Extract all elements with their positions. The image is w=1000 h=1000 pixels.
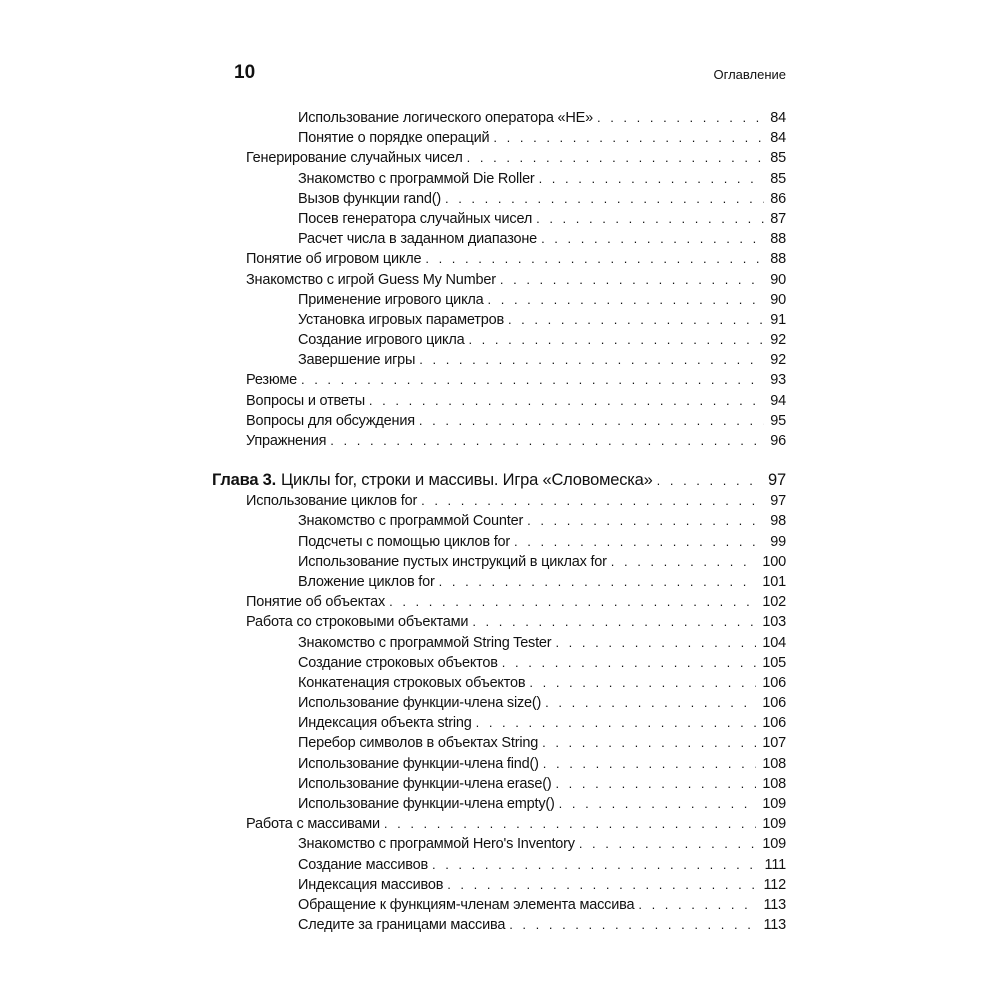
leader-dots	[447, 875, 757, 895]
toc-entry	[212, 733, 786, 753]
toc-entry-page: 113	[763, 917, 786, 934]
toc-entry	[212, 411, 786, 431]
toc-entry-page: 106	[762, 674, 786, 691]
toc-entry-page: 109	[762, 816, 786, 833]
toc-entry	[212, 108, 786, 128]
toc-entry-page: 85	[770, 150, 786, 167]
toc-entry-title: Расчет числа в заданном диапазоне	[298, 231, 538, 248]
toc-entry-page: 85	[770, 170, 786, 187]
leader-dots	[500, 270, 764, 290]
leader-dots	[369, 391, 764, 411]
toc-entry-title: Понятие об объектах	[246, 594, 386, 611]
toc-entry	[212, 431, 786, 451]
toc-entry	[212, 249, 786, 269]
toc-entry-title: Применение игрового цикла	[298, 291, 484, 308]
leader-dots	[514, 532, 764, 552]
leader-dots	[579, 834, 757, 854]
toc-entry-page: 96	[770, 433, 786, 449]
toc-entry-title: Знакомство с программой Die Roller	[298, 170, 535, 187]
running-head: Оглавление	[713, 67, 786, 82]
toc-entry-title: Вызов функции rand()	[298, 190, 441, 207]
toc-entry	[212, 310, 786, 330]
leader-dots	[432, 855, 759, 875]
toc-entry-page: 107	[762, 735, 786, 752]
leader-dots	[301, 370, 764, 390]
leader-dots	[555, 633, 756, 653]
toc-entry	[212, 633, 786, 653]
toc-entry	[212, 895, 786, 915]
toc-entry	[212, 491, 786, 511]
chapter-page: 97	[768, 471, 786, 490]
toc-entry-page: 90	[770, 271, 786, 288]
leader-dots	[488, 290, 765, 310]
toc-entry-page: 113	[763, 896, 786, 913]
toc-entry-title: Работа со строковыми объектами	[246, 614, 469, 631]
toc-entry	[212, 794, 786, 814]
leader-dots	[419, 350, 764, 370]
toc-entry	[212, 209, 786, 229]
toc-entry-title: Конкатенация строковых объектов	[298, 674, 526, 691]
toc-entry	[212, 552, 786, 572]
toc-entry	[212, 148, 786, 168]
chapter-heading	[212, 469, 786, 491]
leader-dots	[502, 653, 757, 673]
toc-entry-title: Вопросы и ответы	[246, 392, 365, 409]
toc-entry-title: Индексация объекта string	[298, 715, 472, 732]
toc-entry-title: Перебор символов в объектах String	[298, 735, 539, 752]
toc-entry	[212, 229, 786, 249]
toc-entry-title: Следите за границами массива	[298, 917, 506, 934]
toc-entry-page: 101	[762, 573, 786, 590]
toc-entry-page: 95	[770, 412, 786, 429]
page-number: 10	[234, 62, 256, 83]
leader-dots	[439, 572, 757, 592]
leader-dots	[468, 330, 764, 350]
toc-entry-title: Использование функции-члена erase()	[298, 775, 552, 792]
toc-entry	[212, 855, 786, 875]
toc-entry-title: Создание игрового цикла	[298, 332, 465, 349]
toc-entry	[212, 673, 786, 693]
toc-entry	[212, 915, 786, 935]
leader-dots	[493, 128, 764, 148]
toc-entry-page: 97	[770, 493, 786, 510]
toc-entry-title: Создание строковых объектов	[298, 654, 498, 671]
leader-dots	[421, 491, 764, 511]
leader-dots	[555, 774, 756, 794]
leader-dots	[527, 511, 764, 531]
toc-entry-page: 92	[770, 332, 786, 349]
toc-entry	[212, 128, 786, 148]
toc-entry	[212, 290, 786, 310]
leader-dots	[597, 108, 764, 128]
chapter-spacer	[212, 451, 786, 469]
leader-dots	[508, 310, 764, 330]
toc-entry-title: Использование функции-члена empty()	[298, 796, 555, 812]
chapter-number: Глава 3.	[212, 471, 277, 490]
toc-entry-title: Использование логического оператора «НЕ»	[298, 110, 593, 126]
toc-entry-title: Знакомство с программой Counter	[298, 513, 524, 530]
leader-dots	[467, 148, 765, 168]
toc-entry-title: Использование функции-члена find()	[298, 755, 539, 772]
leader-dots	[445, 189, 764, 209]
toc-entry	[212, 774, 786, 794]
toc-entry	[212, 270, 786, 290]
toc-entry-page: 112	[763, 876, 786, 893]
toc-entry-page: 100	[762, 553, 786, 570]
leader-dots	[476, 713, 757, 733]
toc-entry-page: 99	[770, 533, 786, 550]
toc-entry-page: 103	[762, 614, 786, 631]
toc-entry	[212, 875, 786, 895]
toc-entry-title: Подсчеты с помощью циклов for	[298, 533, 511, 550]
toc-entry	[212, 693, 786, 713]
toc-entry	[212, 511, 786, 531]
leader-dots	[611, 552, 757, 572]
leader-dots	[542, 733, 756, 753]
toc-entry-page: 109	[762, 796, 786, 812]
toc-entry-title: Знакомство с программой String Tester	[298, 634, 552, 651]
toc-entry-page: 111	[764, 856, 786, 873]
toc-entry	[212, 612, 786, 632]
leader-dots	[330, 431, 764, 451]
toc-entry-page: 105	[762, 654, 786, 671]
toc-entry	[212, 350, 786, 370]
toc-entry-title: Знакомство с программой Hero's Inventory	[298, 836, 575, 853]
chapter-title: Циклы for, строки и массивы. Игра «Словомеска»	[281, 471, 653, 490]
toc-entry	[212, 330, 786, 350]
toc-entry-title: Использование циклов for	[246, 493, 418, 510]
toc-entry-page: 90	[770, 291, 786, 308]
toc-entry-title: Установка игровых параметров	[298, 311, 504, 328]
toc-entry-page: 84	[770, 130, 786, 147]
toc-entry-title: Понятие об игровом цикле	[246, 251, 422, 268]
toc-entry-page: 92	[770, 352, 786, 369]
toc-entry-page: 87	[770, 210, 786, 227]
toc-entry-title: Понятие о порядке операций	[298, 130, 490, 147]
toc-section-before	[212, 108, 786, 451]
toc-entry-page: 108	[762, 755, 786, 772]
toc-entry-page: 86	[770, 190, 786, 207]
toc-entry	[212, 754, 786, 774]
toc-entry-title: Индексация массивов	[298, 876, 444, 893]
toc-entry	[212, 532, 786, 552]
toc-entry-page: 91	[770, 311, 786, 328]
leader-dots	[509, 915, 757, 935]
toc-entry-page: 109	[762, 836, 786, 853]
leader-dots	[384, 814, 757, 834]
toc-entry-page: 88	[770, 251, 786, 268]
toc-entry-page: 93	[770, 372, 786, 389]
toc-entry-title: Знакомство с игрой Guess My Number	[246, 271, 496, 288]
toc-entry	[212, 189, 786, 209]
leader-dots	[419, 411, 764, 431]
toc-entry-page: 102	[762, 594, 786, 611]
toc-entry-title: Резюме	[246, 372, 297, 389]
toc-entry-page: 104	[762, 634, 786, 651]
toc-entry	[212, 834, 786, 854]
leader-dots	[543, 754, 757, 774]
toc-entry	[212, 653, 786, 673]
toc-entry-page: 108	[762, 775, 786, 792]
leader-dots	[529, 673, 756, 693]
leader-dots	[638, 895, 757, 915]
toc-entry	[212, 814, 786, 834]
toc-entry-title: Обращение к функциям-членам элемента массива	[298, 896, 635, 913]
toc-entry-title: Упражнения	[246, 433, 327, 449]
toc-entry-title: Использование пустых инструкций в циклах for	[298, 553, 607, 570]
toc-entry-title: Вопросы для обсуждения	[246, 412, 415, 429]
leader-dots	[539, 169, 765, 189]
table-of-contents	[212, 108, 786, 935]
toc-entry	[212, 391, 786, 411]
leader-dots	[389, 592, 756, 612]
toc-entry-page: 98	[770, 513, 786, 530]
leader-dots	[545, 693, 756, 713]
toc-entry	[212, 592, 786, 612]
leader-dots	[657, 470, 762, 492]
toc-section-after	[212, 491, 786, 935]
toc-entry-page: 88	[770, 231, 786, 248]
toc-entry-title: Использование функции-члена size()	[298, 695, 542, 712]
toc-entry	[212, 713, 786, 733]
toc-entry	[212, 572, 786, 592]
toc-entry	[212, 370, 786, 390]
toc-entry-title: Посев генератора случайных чисел	[298, 210, 533, 227]
leader-dots	[559, 794, 757, 814]
toc-entry	[212, 169, 786, 189]
toc-entry-title: Вложение циклов for	[298, 573, 435, 590]
toc-entry-page: 84	[770, 110, 786, 126]
leader-dots	[536, 209, 764, 229]
leader-dots	[472, 612, 756, 632]
toc-entry-title: Создание массивов	[298, 856, 428, 873]
toc-entry-title: Завершение игры	[298, 352, 416, 369]
leader-dots	[541, 229, 764, 249]
toc-entry-title: Генерирование случайных чисел	[246, 150, 463, 167]
toc-entry-page: 94	[770, 392, 786, 409]
toc-entry-page: 106	[762, 695, 786, 712]
leader-dots	[425, 249, 764, 269]
toc-entry-page: 106	[762, 715, 786, 732]
toc-entry-title: Работа с массивами	[246, 816, 380, 833]
